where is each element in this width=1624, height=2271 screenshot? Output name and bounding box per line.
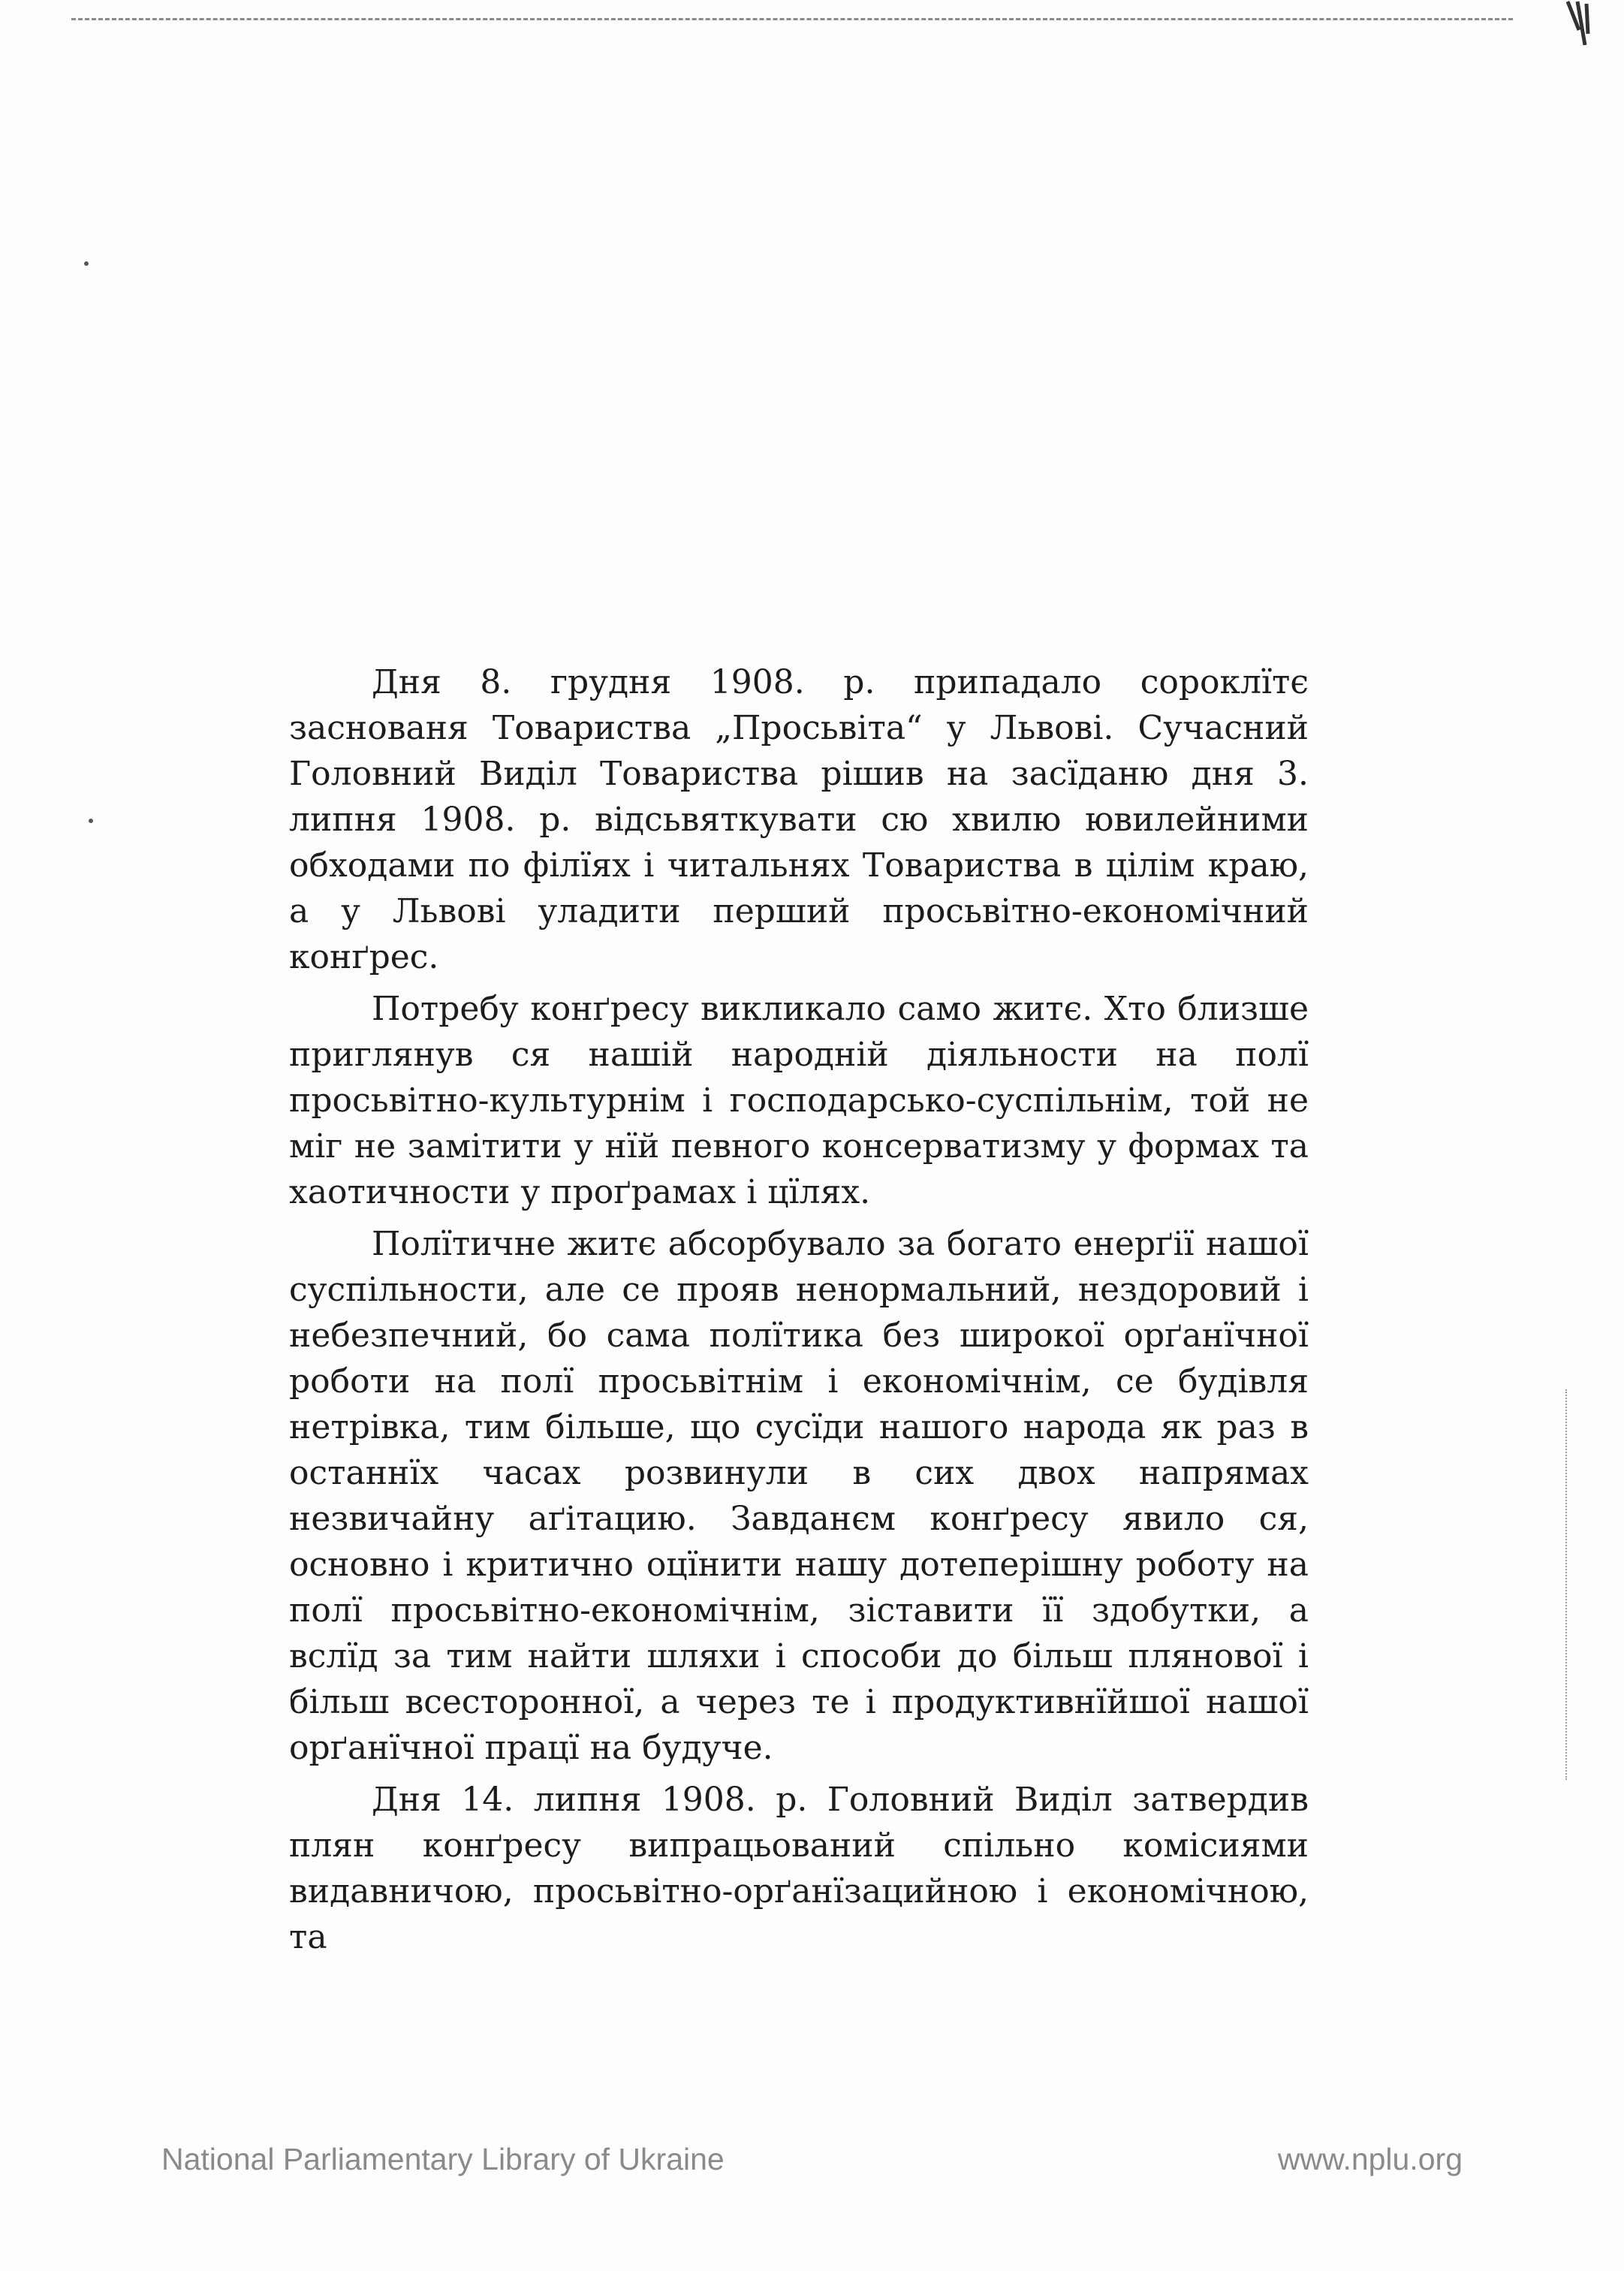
right-edge-artifact [1565, 1389, 1571, 1780]
paragraph-2: Потребу конґресу викликало само житє. Хто близше приглянув ся нашій народній діяльности на полї просьвітно-культурнім і господарсько-суспільнім, той не міг не замітити у нїй певного консерватизму у формах та хаотичности у проґрамах і цїлях. [289, 990, 1309, 1211]
scan-speck [89, 819, 93, 823]
top-cut-line [71, 18, 1513, 20]
scan-speck [84, 261, 89, 266]
paragraph-4: Дня 14. липня 1908. р. Головний Виділ затвердив плян конґресу випрацьований спільно комісиями видавничою, просьвітно-орґанїзацийною і економічною, та [289, 1781, 1309, 1956]
body-text [289, 659, 1309, 1966]
corner-scan-mark-icon [1564, 0, 1609, 68]
library-name-footer: National Parliamentary Library of Ukraine [161, 2142, 725, 2176]
paragraph-3: Полїтичне житє абсорбувало за богато енерґії нашої суспільности, але се прояв ненормальний, нездоровий і небезпечний, бо сама полїтика без широкої орґанїчної роботи на полї просьвітнім і економічнім, се будівля нетрівка, тим більше, що сусїди нашого народа як раз в останнїх часах розвинули в сих двох напрямах незвичайну аґітацию. Завданєм конґресу явило ся, основно і критично оцїнити нашу дотеперішну роботу на полї просьвітно-економічнім, зіставити її здобутки, а вслїд за тим найти шляхи і способи до більш плянової і більш всесторонної, а через те і продуктивнїйшої нашої орґанїчної працї на будуче. [289, 1225, 1309, 1767]
paragraph-1: Дня 8. грудня 1908. р. припадало сороклїтє заснованя Товариства „Просьвіта“ у Львові. Сучасний Головний Виділ Товариства рішив на засїданю дня 3. липня 1908. р. відсьвяткувати сю хвилю ювилейними обходами по філїях і читальнях Товариства в цілім краю, а у Львові уладити перший просьвітно-економічний конґрес. [289, 663, 1309, 976]
library-url-footer[interactable]: www.nplu.org [1277, 2142, 1463, 2176]
